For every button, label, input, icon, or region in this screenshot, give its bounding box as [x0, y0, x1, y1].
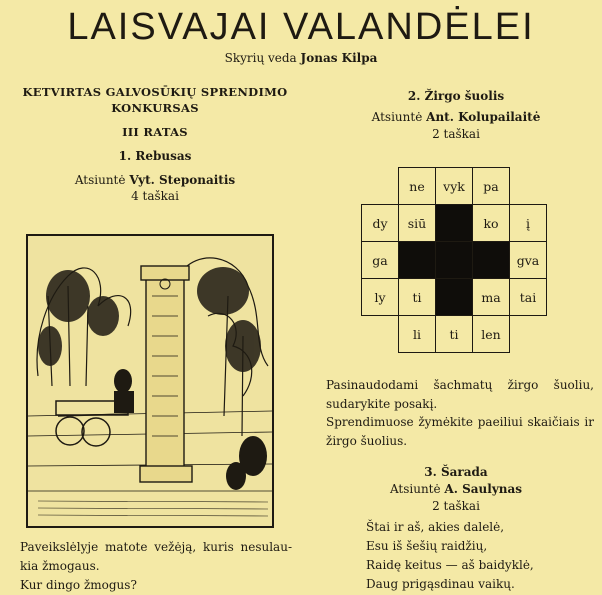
contest-title-line1: KETVIRTAS GALVOSŪKIŲ SPRENDIMO	[22, 85, 288, 99]
knight-grid-cell: į	[510, 205, 547, 242]
knight-grid-row	[362, 316, 547, 353]
knight-grid-empty	[362, 168, 399, 205]
knight-grid-cell: ga	[362, 242, 399, 279]
sarada-points: 2 taškai	[432, 499, 480, 513]
rebus-points: 4 taškai	[131, 189, 179, 203]
knight-grid-cell: tai	[510, 279, 547, 316]
sarada-header	[316, 464, 596, 515]
knight-grid-cell: ne	[399, 168, 436, 205]
knight-instruction-2-text: Sprendimuose žymėkite paeiliui skaičiais ir žirgo šuolius.	[326, 415, 594, 448]
subtitle-name: Jonas Kilpa	[300, 51, 378, 65]
poem-line: Esu iš šešių raidžių,	[366, 539, 488, 553]
knight-header	[316, 88, 596, 143]
rebus-caption-line1: Paveikslėlyje matote vežėją, kuris nesulau-	[20, 540, 292, 554]
knight-grid-black-cell	[399, 242, 436, 279]
knight-grid-cell: siū	[399, 205, 436, 242]
knight-grid-cell: pa	[473, 168, 510, 205]
knight-grid	[361, 167, 547, 353]
knight-grid-cell: len	[473, 316, 510, 353]
knight-grid-cell: ma	[473, 279, 510, 316]
sarada-sender-name: A. Saulynas	[444, 482, 523, 496]
knight-points: 2 taškai	[432, 127, 480, 141]
knight-grid-empty	[362, 316, 399, 353]
knight-instruction-1-text: Pasinaudodami šachmatų žirgo šuoliu, sudarykite posakį.	[326, 378, 594, 411]
sarada-sender-prefix: Atsiuntė	[389, 482, 441, 496]
rebus-caption	[20, 538, 292, 595]
knight-grid-cell: ko	[473, 205, 510, 242]
round-title: III RATAS	[122, 125, 188, 139]
page-title: LAISVAJAI VALANDĖLEI	[67, 6, 535, 48]
knight-grid-black-cell	[436, 205, 473, 242]
knight-grid-cell: vyk	[436, 168, 473, 205]
knight-grid-cell: dy	[362, 205, 399, 242]
subtitle-prefix: Skyrių veda	[224, 51, 297, 65]
knight-grid-row	[362, 279, 547, 316]
poem-line: Štai ir aš, akies dalelė,	[366, 520, 505, 534]
poem-line: Daug prigąsdinau vaikų.	[366, 577, 515, 591]
page-subtitle	[0, 51, 602, 65]
rebus-caption-line3: Kur dingo žmogus?	[20, 578, 137, 592]
rebus-title: 1. Rebusas	[118, 149, 192, 163]
knight-grid-black-cell	[436, 279, 473, 316]
knight-instruction-2	[326, 413, 594, 451]
knight-sender-prefix: Atsiuntė	[371, 110, 423, 124]
knight-grid-cell: ti	[436, 316, 473, 353]
knight-grid-black-cell	[473, 242, 510, 279]
contest-title-line2: KONKURSAS	[111, 101, 199, 115]
sarada-sender	[316, 481, 596, 498]
knight-sender-name: Ant. Kolupailaitė	[426, 110, 541, 124]
knight-grid-row	[362, 168, 547, 205]
knight-grid-cell: ti	[399, 279, 436, 316]
left-column	[10, 84, 300, 204]
rebus-drawing	[28, 236, 272, 526]
sarada-poem	[366, 518, 534, 594]
knight-grid-row	[362, 242, 547, 279]
rebus-illustration	[26, 234, 274, 528]
knight-grid-cell: ly	[362, 279, 399, 316]
knight-grid-cell: gva	[510, 242, 547, 279]
knight-title: 2. Žirgo šuolis	[407, 89, 505, 103]
knight-grid-empty	[510, 316, 547, 353]
knight-table	[361, 167, 547, 353]
knight-sender	[316, 109, 596, 126]
sarada-title: 3. Šarada	[424, 465, 488, 479]
rebus-caption-line2: kia žmogaus.	[20, 559, 100, 573]
knight-instruction-1	[326, 376, 594, 414]
knight-grid-row	[362, 205, 547, 242]
rebus-sender-prefix: Atsiuntė	[74, 173, 126, 187]
poem-line: Raidę keitus — aš baidyklė,	[366, 558, 534, 572]
rebus-sender	[10, 172, 300, 188]
knight-grid-cell: li	[399, 316, 436, 353]
rebus-sender-name: Vyt. Steponaitis	[129, 173, 236, 187]
knight-grid-empty	[510, 168, 547, 205]
knight-grid-black-cell	[436, 242, 473, 279]
